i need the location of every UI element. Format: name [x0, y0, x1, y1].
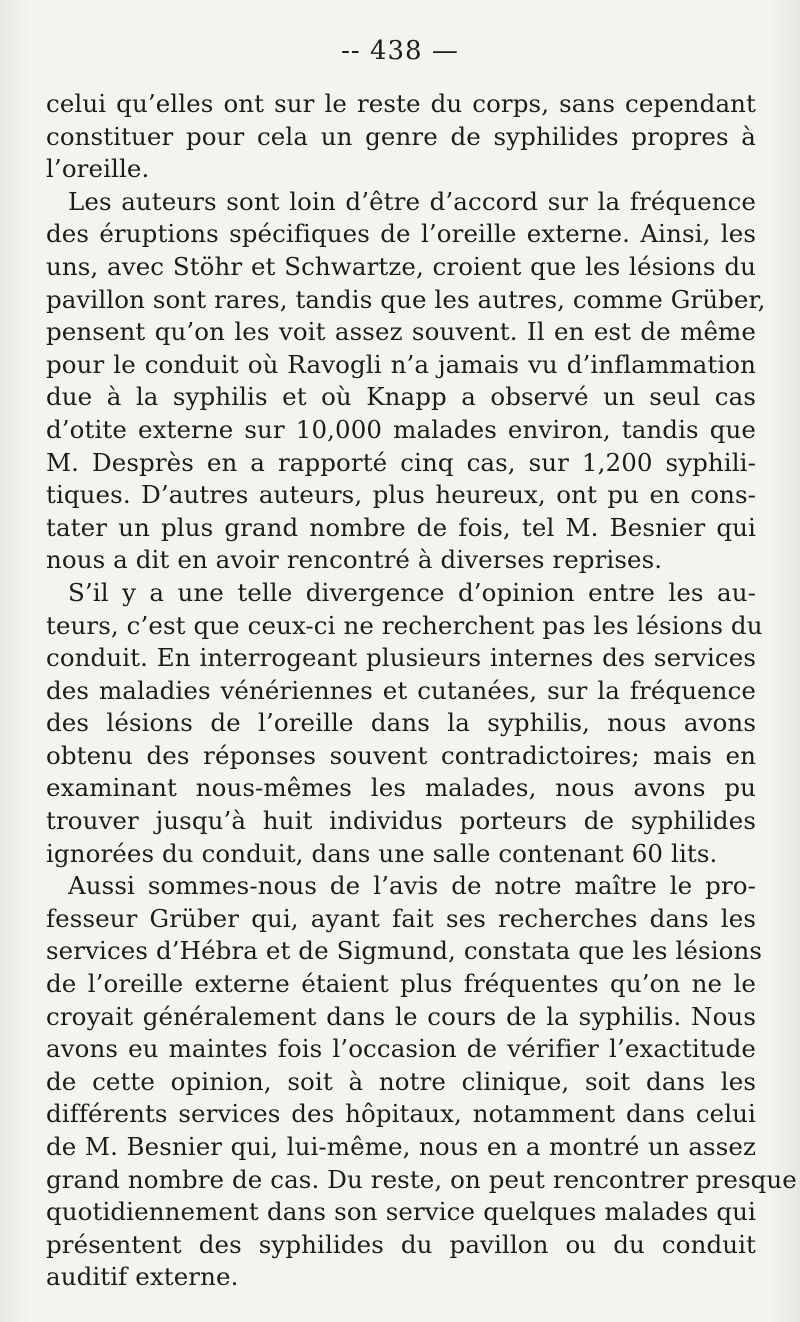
text-line: conduit. En interrogeant plusieurs internes des services	[46, 643, 756, 673]
text-line: services d’Hébra et de Sigmund, constata que les lésions	[46, 936, 763, 966]
text-line: nous a dit en avoir rencontré à diverses reprises.	[46, 545, 663, 575]
text-line: de M. Besnier qui, lui-même, nous en a montré un assez	[46, 1132, 756, 1161]
text-line: due à la syphilis et où Knapp a observé un seul cas	[46, 382, 756, 412]
text-line: examinant nous-mêmes les malades, nous avons pu	[46, 773, 756, 803]
body-text	[46, 88, 797, 1294]
text-line: des lésions de l’oreille dans la syphilis, nous avons	[46, 708, 756, 738]
text-line: quotidiennement dans son service quelques malades qui	[46, 1197, 756, 1227]
text-line: M. Desprès en a rapporté cinq cas, sur 1,200 syphili-	[46, 447, 756, 477]
page-number: -- 438 —	[341, 36, 459, 66]
text-line: auditif externe.	[46, 1262, 239, 1292]
text-line: Aussi sommes-nous de l’avis de notre maître le pro-	[68, 871, 756, 901]
text-line: pour le conduit où Ravogli n’a jamais vu d’inflammation	[46, 349, 756, 379]
text-line: de l’oreille externe étaient plus fréquentes qu’on ne le	[46, 969, 756, 999]
text-line: constituer pour cela un genre de syphilides propres à	[46, 121, 756, 151]
text-line: avons eu maintes fois l’occasion de vérifier l’exactitude	[46, 1034, 756, 1064]
text-line: obtenu des réponses souvent contradictoires; mais en	[46, 740, 756, 770]
text-line: S’il y a une telle divergence d’opinion entre les au-	[68, 577, 756, 607]
text-line: de cette opinion, soit à notre clinique, soit dans les	[46, 1066, 756, 1096]
text-line: ignorées du conduit, dans une salle contenant 60 lits.	[46, 838, 718, 868]
text-line: trouver jusqu’à huit individus porteurs de syphilides	[46, 806, 756, 836]
text-line: grand nombre de cas. Du reste, on peut rencontrer presque	[46, 1164, 797, 1194]
text-line: tater un plus grand nombre de fois, tel M. Besnier qui	[46, 512, 756, 542]
text-line: fesseur Grüber qui, ayant fait ses recherches dans les	[46, 903, 756, 933]
text-line: croyait généralement dans le cours de la syphilis. Nous	[46, 1001, 756, 1031]
text-line: celui qu’elles ont sur le reste du corps, sans cependant	[46, 89, 756, 118]
text-line: d’otite externe sur 10,000 malades environ, tandis que	[46, 414, 756, 444]
text-line: tiques. D’autres auteurs, plus heureux, ont pu en cons-	[46, 480, 756, 510]
text-line: différents services des hôpitaux, notamment dans celui	[46, 1099, 756, 1129]
text-line: pensent qu’on les voit assez souvent. Il en est de même	[46, 317, 756, 347]
text-line: l’oreille.	[46, 154, 150, 184]
text-line: des maladies vénériennes et cutanées, sur la fréquence	[46, 675, 756, 705]
text-line: des éruptions spécifiques de l’oreille externe. Ainsi, les	[46, 219, 756, 249]
text-line: pavillon sont rares, tandis que les autres, comme Grüber,	[46, 284, 766, 314]
text-line: présentent des syphilides du pavillon ou du conduit	[46, 1229, 756, 1259]
text-line: teurs, c’est que ceux-ci ne recherchent pas les lésions du	[46, 610, 763, 640]
text-line: uns, avec Stöhr et Schwartze, croient que les lésions du	[46, 251, 756, 281]
text-line: Les auteurs sont loin d’être d’accord sur la fréquence	[68, 186, 756, 216]
